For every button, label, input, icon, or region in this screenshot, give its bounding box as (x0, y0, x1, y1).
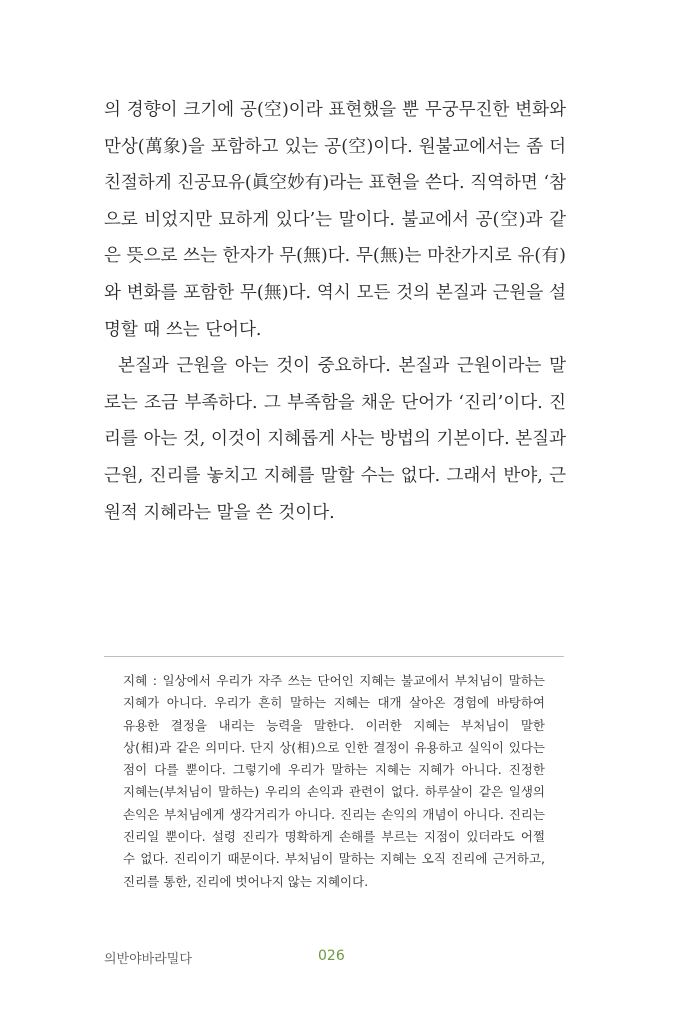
body-line: 본질과 근원을 아는 것이 중요하다. 본질과 근원이라는 말 (118, 356, 566, 377)
body-line: 의 경향이 크기에 공(空)이라 표현했을 뿐 무궁무진한 변화와 (104, 100, 566, 120)
footnote-divider (104, 656, 564, 657)
footnote-line: 진리일 뿐이다. 설령 진리가 명확하게 손해를 부르는 지점이 있더라도 어쩔 (123, 829, 545, 845)
body-line: 은 뜻으로 쓰는 한자가 무(無)다. 무(無)는 마찬가지로 유(有) (104, 246, 566, 267)
footnote-line: 진리를 통한, 진리에 벗어나지 않는 지혜이다. (123, 873, 369, 889)
footnote-line: 점이 다를 뿐이다. 그렇기에 우리가 말하는 지혜는 지혜가 아니다. 진정한 (123, 762, 545, 778)
footnote-line: 지혜는(부처님이 말하는) 우리의 손익과 관련이 없다. 하루살이 같은 일생의 (123, 784, 545, 800)
footnote (123, 670, 545, 893)
footnote-line: 유용한 결정을 내리는 능력을 말한다. 이러한 지혜는 부처님이 말한 (123, 717, 545, 733)
body-text (104, 92, 566, 531)
footnote-line: 손익은 부처님에게 생각거리가 아니다. 진리는 손익의 개념이 아니다. 진리는 (123, 806, 545, 822)
body-line: 명할 때 쓰는 단어다. (104, 319, 262, 340)
footnote-line: 지혜 : 일상에서 우리가 자주 쓰는 단어인 지혜는 불교에서 부처님이 말하는 (123, 673, 545, 688)
body-line: 으로 비었지만 묘하게 있다’는 말이다. 불교에서 공(空)과 같 (104, 209, 566, 230)
body-line: 로는 조금 부족하다. 그 부족함을 채운 단어가 ‘진리’이다. 진 (104, 392, 566, 413)
body-line: 와 변화를 포함한 무(無)다. 역시 모든 것의 본질과 근원을 설 (104, 282, 566, 303)
page-number: 026 (318, 948, 345, 964)
body-line: 만상(萬象)을 포함하고 있는 공(空)이다. 원불교에서는 좀 더 (104, 136, 566, 157)
body-line: 원적 지혜라는 말을 쓴 것이다. (104, 502, 335, 523)
footnote-line: 상(相)과 같은 의미다. 단지 상(相)으로 인한 결정이 유용하고 실익이 있다는 (123, 739, 545, 755)
body-line: 근원, 진리를 놓치고 지혜를 말할 수는 없다. 그래서 반야, 근 (104, 465, 566, 486)
footnote-line: 수 없다. 진리이기 때문이다. 부처님이 말하는 지혜는 오직 진리에 근거하고, (123, 851, 545, 867)
running-footer-book-title: 의반야바라밀다 (104, 952, 192, 967)
body-line: 리를 아는 것, 이것이 지혜롭게 사는 방법의 기본이다. 본질과 (104, 429, 566, 450)
body-line: 친절하게 진공묘유(眞空妙有)라는 표현을 쓴다. 직역하면 ‘참 (104, 173, 566, 194)
footnote-line: 지혜가 아니다. 우리가 흔히 말하는 지혜는 대개 살아온 경험에 바탕하여 (123, 695, 545, 711)
